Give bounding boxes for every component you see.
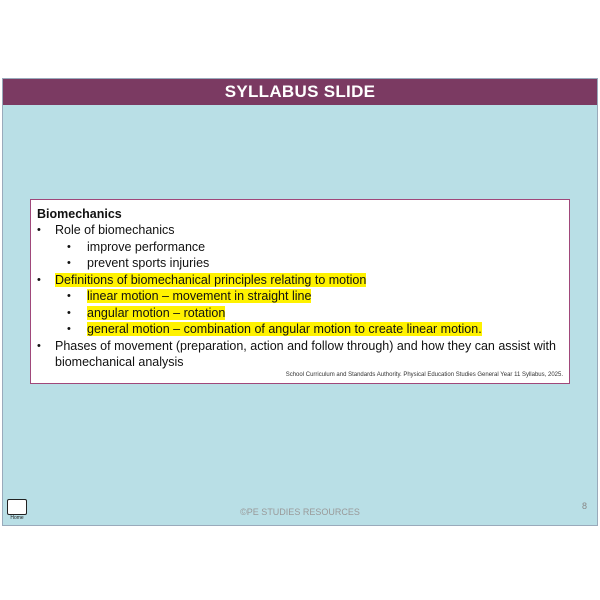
list-item (37, 305, 559, 322)
list-item (37, 255, 559, 272)
list-item (37, 288, 559, 305)
list-item (37, 239, 559, 256)
list-item (37, 321, 559, 338)
slide (2, 78, 598, 526)
list-item-text: Definitions of biomechanical principles relating to motion (55, 272, 367, 287)
list-item-text: linear motion – movement in straight line (87, 289, 312, 303)
content-heading: Biomechanics (37, 207, 122, 221)
bullet-icon: • (67, 323, 71, 335)
bullet-icon: • (67, 306, 71, 319)
list-item-text: Role of biomechanics (55, 223, 175, 237)
slide-title-bar (3, 79, 597, 105)
bullet-icon: • (67, 240, 71, 253)
list-item (37, 338, 559, 371)
footer-copyright: ©PE STUDIES RESOURCES (240, 507, 360, 517)
bullet-icon: • (37, 339, 41, 352)
list-item (37, 222, 559, 239)
content-list (37, 222, 559, 371)
list-item (37, 272, 559, 289)
list-item-text: general motion – combination of angular motion to create linear motion. (87, 322, 482, 336)
page-number: 8 (581, 501, 587, 511)
bullet-icon: • (37, 224, 41, 236)
list-item-text: prevent sports injuries (87, 256, 210, 270)
list-item-text: improve performance (87, 239, 206, 254)
syllabus-content-box (30, 199, 570, 384)
list-item-text: angular motion – rotation (87, 305, 226, 320)
bullet-icon: • (67, 257, 71, 269)
citation: School Curriculum and Standards Authority. Physical Education Studies General Year 11 Syllabus, 2025. (285, 372, 563, 378)
bullet-icon: • (67, 290, 71, 302)
slide-title: SYLLABUS SLIDE (224, 82, 376, 101)
list-item-text: Phases of movement (preparation, action and follow through) and how they can assist with biomechanical analysis (55, 338, 556, 369)
home-label: Home (10, 515, 24, 521)
bullet-icon: • (37, 273, 41, 286)
